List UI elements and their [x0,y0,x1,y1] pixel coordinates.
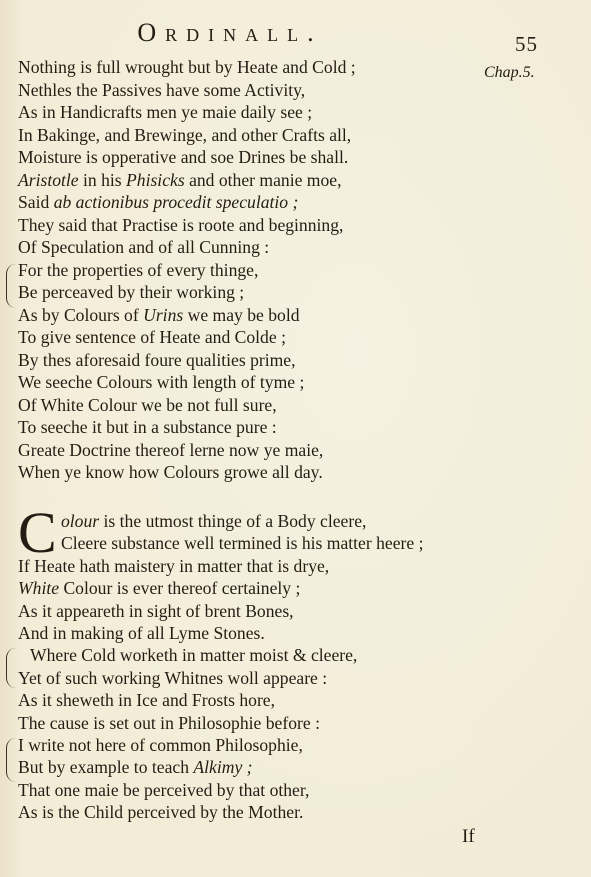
chapter-reference: Chap.5. [484,64,535,81]
verse-stanza-2 [18,500,424,823]
verse-line [18,510,424,532]
verse-line: Be perceaved by their working ; [18,282,245,302]
verse-line: They said that Practise is roote and beginning, [18,214,344,235]
verse-line: Of White Colour we be not full sure, [18,394,277,415]
margin-bracket [6,648,16,688]
italic-word: olour [61,511,100,531]
verse-line: We seeche Colours with length of tyme ; [18,372,305,392]
margin-bracket [6,264,16,308]
verse-line [18,756,424,778]
verse-text: in his [78,169,127,190]
verse-line: Moisture is opperative and soe Drines be shall. [18,147,349,167]
latin-quote: ab actionibus procedit speculatio ; [53,192,299,212]
italic-word: Alkimy ; [193,757,253,778]
drop-cap: C [18,500,57,565]
verse-line: Nethles the Passives have some Activity, [18,79,306,100]
italic-title: Phisicks [126,169,185,190]
verse-line: To give sentence of Heate and Colde ; [18,327,286,347]
verse-line: Yet of such working Whitnes woll appeare : [18,667,328,688]
verse-line [18,304,356,327]
verse-line: The cause is set out in Philosophie before : [18,712,320,733]
verse-line: If Heate hath maistery in matter that is drye, [18,555,330,576]
verse-line: Where Cold worketh in matter moist & cleere, [30,645,358,666]
verse-line: Cleere substance well termined is his matter heere ; [61,533,424,554]
verse-line: Of Speculation and of all Cunning : [18,237,270,257]
catchword: If [462,826,475,847]
italic-word: Urins [143,304,184,325]
verse-line: That one maie be perceived by that other, [18,779,310,800]
verse-line: Nothing is full wrought but by Heate and Cold ; [18,57,356,77]
verse-line: When ye know how Colours growe all day. [18,462,323,482]
running-head: Ordinall. [137,18,323,47]
verse-line: Greate Doctrine thereof lerne now ye maie, [18,439,324,460]
verse-text: Colour is ever thereof certainely ; [59,578,301,599]
verse-line: As in Handicrafts men ye maie daily see ; [18,102,313,122]
verse-line: By thes aforesaid foure qualities prime, [18,349,296,370]
verse-line [18,577,424,599]
verse-text: But by example to teach [18,757,194,778]
verse-line: To seeche it but in a substance pure : [18,417,277,437]
verse-line: As it sheweth in Ice and Frosts hore, [18,690,276,711]
italic-name: Aristotle [18,169,79,190]
verse-line: For the properties of every thinge, [18,259,259,280]
margin-bracket [6,738,16,782]
verse-line: I write not here of common Philosophie, [18,734,303,755]
verse-text: we may be bold [183,304,300,325]
verse-text: and other manie moe, [184,169,342,190]
page-number: 55 [515,32,538,56]
verse-line: As is the Child perceived by the Mother. [18,802,304,823]
verse-text: Said [18,192,54,212]
verse-line [18,191,356,214]
verse-line: As it appeareth in sight of brent Bones, [18,600,294,621]
verse-line: And in making of all Lyme Stones. [18,622,265,643]
verse-text: is the utmost thinge of a Body cleere, [99,511,367,531]
italic-word: White [18,578,60,599]
verse-line: In Bakinge, and Brewinge, and other Crafts all, [18,124,352,145]
verse-line [18,169,356,192]
verse-stanza-1 [18,56,356,484]
verse-text: As by Colours of [18,304,144,325]
